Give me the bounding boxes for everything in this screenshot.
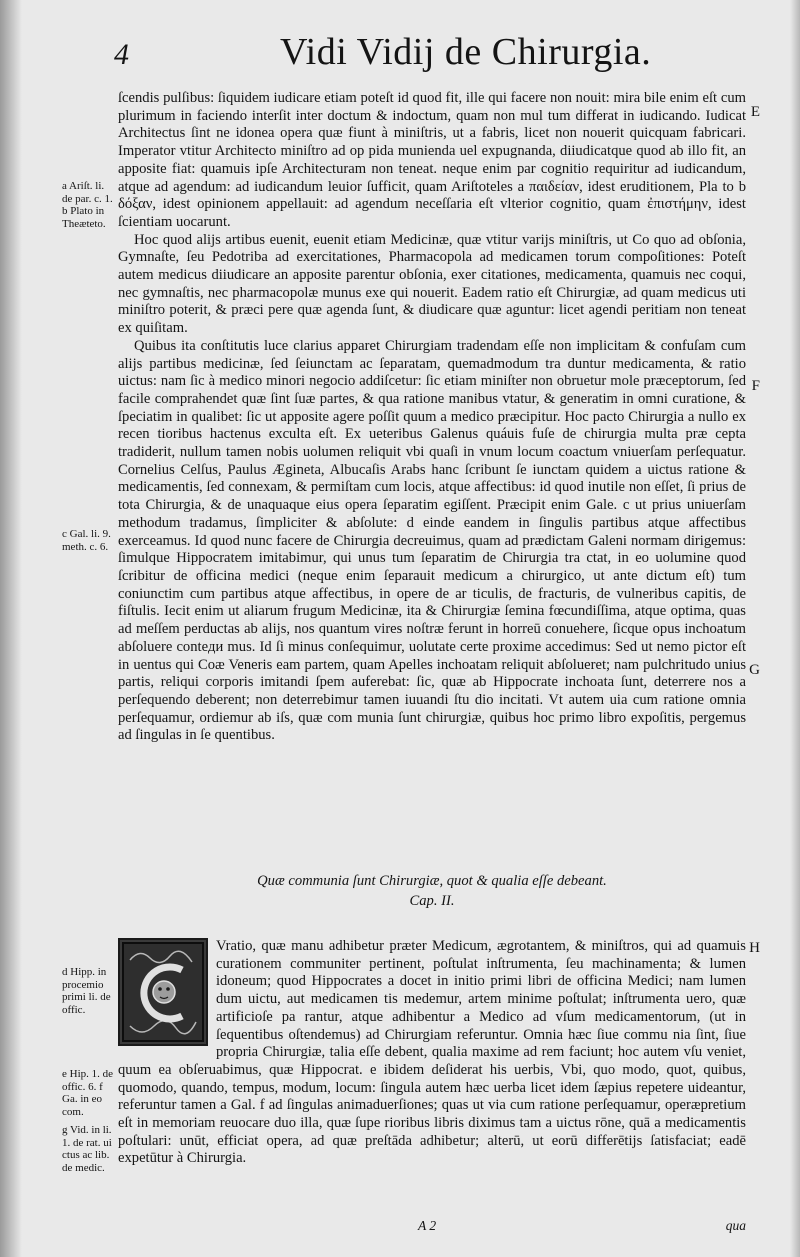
paragraph-3: Quibus ita conſtitutis luce clarius apparet Chirurgiam tradendam eſſe non implicitam & confuſam cum alijs partibus medicinæ, ſed ſeiunctam ac ſeparatam, quemadmodum tra duntur medicamenta, & ratio uictus: nam ſic à medico minori negocio addiſcetur: ſic etiam miniſter non obruetur mole præceptorum, ſed facile comprahendet quæ ſint ſuæ partes, & qua ratione manibus vtatur, & generatim in omni curatione, & ſpeciatim in qualibet: ſic ut apposite agere poſſit quum a medico præcipitur. Hoc pacto Chirurgia a nullo ex recen tioribus hactenus exculta eſt. Ex ueteribus Galenus quáuis fuſe de chirurgia multa præ cepta tradiderit, nullum tamen nobis uolumen reliquit vbi quaſi in vnum locum coactum vniuerſam perſequatur. Cornelius Celſus, Paulus Ægineta, Albucaſis Arabs hanc ſcribunt ſe iunctam quidem a uictus ratione & medicamentis, ſed connexam, & permiſtam cum locis, atque affectibus: id quod inutile non eſſet, ſi prius de tota Chirurgia, & de unaquaque eius opera ſeparatim egiſſent. Præcipit enim Gale. c ut prius uniuerſam methodum tradamus, ſimpliciter & abſolute: d einde eandem in ſingulis partibus atque affectibus exerceamus. Id quod nunc facere de Chirurgia decreuimus, quam ad prædictam Galeni normam dirigemus: ſimulque Hippocratem imitabimur, qui unus tum ſeparatim de Chirurgia tra ctat, in eo uolumine quod ſcribitur de officina medici (neque enim ſeparauit medicum a chirurgico, ut ante dictum eſt) tum coniunctim cum partibus atque affectibus, in opere de ar ticulis, de fracturis, de vulneribus capitis, de fiſtulis. Iecit enim ut aliarum frugum Medicinæ, ita & Chirurgiæ ſemina fœcundiſſima, atque optima, quas ad meſſem perductas ab alijs, nos quantum vires noſtræ ferunt in horreū conuehere, ſicque opus inchoatum abſoluere conteди mus. Id ſi minus conſequimur, uolutate certe proxime accedimus: Sed ut nemo pictor eſt in uentus qui Coæ Veneris eam partem, quam Apelles inchoatam reliquit abſolueret; nam pulchritudo unius partis, reliqui corporis imitandi ſpem auferebat: ſic, quæ ab Hippocrate inchoata ſunt, deterrere nos a perſequendo deberent; non deterrebimur tamen iuuandi ſtu dio incitati. Vt autem uia cum ratione omnia perſequamur, ordiemur ab iſs, quæ com munia ſunt chirurgiæ, quibus hoc primo libro expoſitis, pergemus ad ſingulas in ſe quentibus. (118, 337, 746, 744)
edge-shadow (790, 0, 800, 1257)
paragraph-1: ſcendis pulſibus: ſiquidem iudicare etiam poteſt id quod fit, ille qui facere non nouit: mira bile enim eſt cum plurimum in faciendo interſit inter doctum & indoctum, quam non mul tum differat in iudicando. Iudicat Architectus ſint ne idonea opera quæ fiunt à miniſtris, ut a fabris, licet non nouerit quicquam fabricari. Imperator vtitur Architecto miniſtro ad op pida munienda uel expugnanda, diiudicatque quod ab illo fit, an apposite fiat: quamuis ipſe Architecturam non teneat. neque enim par cognitio requiritur ad iudicandum, atque ad agendum: ad iudicandum leuior ſufficit, quam Ariſtoteles a παιδείαν, idest eruditionem, Pla to b δόξαν, idest opinionem appellauit: ad agendum neceſſaria eſt vlterior cognitio, quam ἐπιστήμην, idest ſcientiam uocarunt. (118, 90, 746, 230)
margin-note-a: a Ariſt. li. de par. c. 1. b Plato in Theæteto. (62, 180, 113, 230)
page-number: 4 (114, 38, 129, 71)
section-mark-g: G (749, 662, 760, 678)
chapter-text (118, 938, 746, 1168)
margin-note-c: c Gal. li. 9. meth. c. 6. (62, 528, 111, 553)
gutter-shadow (0, 0, 22, 1257)
decorated-initial-c-icon (118, 938, 208, 1046)
paragraph-2: Hoc quod alijs artibus euenit, euenit etiam Medicinæ, quæ vtitur varijs miniſtris, ut Co quo ad obſonia, Gymnaſte, ſeu Pedotriba ad exercitationes, Pharmacopola ad medicamen torum compoſitiones: Poteſt autem medicus diiudicare an apposite parentur obſonia, exer citationes, medicamenta, quamuis nec coqui, nec gymnaſtis, nec pharmacopolæ munus exe qui nouerit. Eadem ratio eſt Chirurgiæ, ad quam medicus uti miniſtro poterit, & præci pere quæ agenda ſunt, & diudicare quæ aguntur: licet agendi peritiam non teneat ex quiſitam. (118, 231, 746, 337)
section-mark-h: H (749, 940, 760, 956)
catchword: qua (725, 1218, 746, 1233)
margin-note-e: e Hip. 1. de offic. 6. f Ga. in eo com. (62, 1068, 114, 1118)
section-mark-f: F (751, 378, 760, 394)
chapter-body: Vratio, quæ manu adhibetur præter Medicum, ægrotantem, & miniſtros, qui ad quamuis curationem communiter pertinent, poſtulat inſtrumenta, ſeu machinamenta; & lumen idoneum; quod Hippocrates a docet in initio primi libri de officina Medici; nam lumen dum uictu, aut medicamen tis medemur, artem minime poſtulat; inſtrumenta uero, quæ artificioſe pa rantur, atque adhibentur a Medico ad vſum medicamentorum, (ut in ſequentibus oſtendemus) ad Chirurgiam referuntur. Omnia hæc ſiue commu nia ſint, ſiue propria Chirurgiæ, talia eſſe debent, qualia maxime ad rem faciunt; hoc autem vſu veniet, quum ea obſeruabimus, quæ Hippocrat. e ibidem deſiderat his uerbis, Vbi, quo modo, quot, quibus, quomodo, quando, tempus, modum, locum: ſingula autem hæc uerba licet idem ſæpius repetere uideantur, referuntur tamen a Gal. f ad ſingulas animaduerſiones; quas ut via cum ratione perſequamur, operæpretium eſt in memoriam reuocare duo illa, quæ ſupe rioribus libris diximus tam a uictus rōne, quā a medicamentis poſtulari: unūt, efficiat opera, ad quæ preſtāda adhibetur; alterū, ut eorū differētijs ſatisfaciat; eadē expetūtur à Chirurgia. (118, 938, 746, 1167)
margin-note-g: g Vid. in li. 1. de rat. ui ctus ac lib. de medic. (62, 1124, 112, 1174)
margin-note-d: d Hipp. in procemio primi li. de offic. (62, 966, 111, 1016)
section-mark-e: E (750, 104, 760, 120)
signature-mark: A 2 (418, 1218, 437, 1233)
page-footer (118, 1218, 746, 1236)
chapter-title: Quæ communia ſunt Chirurgiæ, quot & qualia eſſe debeant. (257, 873, 607, 889)
chapter-number: Cap. II. (409, 893, 455, 909)
main-text (118, 90, 746, 745)
running-head: Vidi Vidij de Chirurgia. (280, 31, 652, 73)
